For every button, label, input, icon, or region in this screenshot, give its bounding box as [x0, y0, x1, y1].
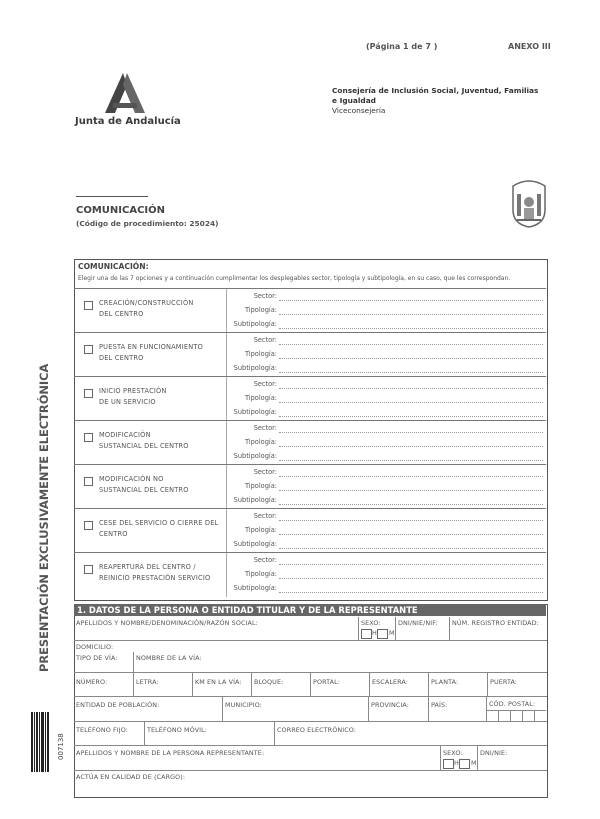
numero-label: NÚMERO:: [76, 678, 108, 686]
col-divider: [428, 696, 429, 721]
option-field-label: Tipología:: [244, 394, 277, 402]
option-row: [74, 420, 546, 465]
col-divider: [477, 745, 478, 770]
col-divider: [487, 672, 488, 696]
domicilio-label: DOMICILIO:: [76, 643, 114, 651]
pais-label: PAÍS:: [431, 701, 448, 709]
option-field-label: Sector:: [253, 424, 277, 432]
cod-postal-label: CÓD. POSTAL:: [489, 700, 536, 708]
nombre-via-label: NOMBRE DE LA VÍA:: [136, 654, 202, 662]
telefono-movil-label: TELÉFONO MÓVIL:: [147, 726, 207, 734]
option-field-label: Sector:: [253, 380, 277, 388]
col-divider: [310, 672, 311, 696]
option-field-dropdown[interactable]: [279, 344, 543, 345]
option-row: [74, 464, 546, 509]
col-divider: [144, 721, 145, 745]
option-field-dropdown[interactable]: [279, 416, 543, 417]
option-checkbox[interactable]: [84, 565, 93, 574]
option-checkbox[interactable]: [84, 477, 93, 486]
bloque-label: BLOQUE:: [254, 678, 284, 686]
cod-postal-boxes[interactable]: [487, 710, 546, 722]
col-divider: [428, 672, 429, 696]
option-field-dropdown[interactable]: [279, 328, 543, 329]
option-field-dropdown[interactable]: [279, 300, 543, 301]
option-field-dropdown[interactable]: [279, 372, 543, 373]
col-divider: [274, 721, 275, 745]
option-field-dropdown[interactable]: [279, 358, 543, 359]
option-field-dropdown[interactable]: [279, 460, 543, 461]
option-field-label: Sector:: [253, 468, 277, 476]
puerta-label: PUERTA:: [490, 678, 518, 686]
num-registro-label: NÚM. REGISTRO ENTIDAD:: [452, 619, 539, 627]
m-label: M: [389, 629, 395, 637]
option-field-label: Sector:: [253, 512, 277, 520]
km-label: KM EN LA VÍA:: [195, 678, 242, 686]
option-field-dropdown[interactable]: [279, 314, 543, 315]
tipo-via-label: TIPO DE VÍA:: [76, 654, 118, 662]
option-field-label: Subtipología:: [233, 364, 277, 372]
portal-label: PORTAL:: [313, 678, 341, 686]
apellidos-rep-label: APELLIDOS Y NOMBRE DE LA PERSONA REPRESENTANTE:: [76, 749, 265, 757]
option-field-label: Tipología:: [244, 438, 277, 446]
option-field-dropdown[interactable]: [279, 476, 543, 477]
option-checkbox[interactable]: [84, 301, 93, 310]
option-checkbox[interactable]: [84, 433, 93, 442]
option-field-label: Subtipología:: [233, 408, 277, 416]
option-field-dropdown[interactable]: [279, 490, 543, 491]
option-label: REAPERTURA DEL CENTRO / REINICIO PRESTACIÓN SERVICIO: [99, 563, 211, 582]
barcode-icon: [31, 712, 49, 772]
entidad-poblacion-label: ENTIDAD DE POBLACIÓN:: [76, 701, 160, 709]
option-field-label: Subtipología:: [233, 452, 277, 460]
apellidos-label: APELLIDOS Y NOMBRE/DENOMINACIÓN/RAZÓN SOCIAL:: [76, 619, 258, 627]
option-field-label: Sector:: [253, 556, 277, 564]
option-field-dropdown[interactable]: [279, 504, 543, 505]
col-divider: [395, 617, 396, 640]
telefono-fijo-label: TELÉFONO FIJO:: [76, 726, 129, 734]
col-divider: [251, 672, 252, 696]
comunicacion-title: COMUNICACIÓN:: [78, 262, 149, 271]
option-field-label: Tipología:: [244, 306, 277, 314]
document-title: COMUNICACIÓN: [76, 205, 166, 216]
option-checkbox[interactable]: [84, 521, 93, 530]
h-rep-label: H: [454, 759, 459, 767]
option-field-dropdown[interactable]: [279, 548, 543, 549]
sexo-label: SEXO:: [361, 619, 381, 627]
option-field-label: Subtipología:: [233, 584, 277, 592]
col-divider: [133, 672, 134, 696]
option-field-label: Subtipología:: [233, 540, 277, 548]
andalucia-crest-icon: [511, 180, 547, 228]
h-label: H: [372, 629, 377, 637]
col-divider: [368, 696, 369, 721]
option-checkbox[interactable]: [84, 345, 93, 354]
municipio-label: MUNICIPIO:: [225, 701, 263, 709]
option-row: [74, 288, 546, 333]
option-field-dropdown[interactable]: [279, 592, 543, 593]
option-field-dropdown[interactable]: [279, 388, 543, 389]
option-field-label: Tipología:: [244, 350, 277, 358]
correo-label: CORREO ELECTRÓNICO:: [277, 726, 357, 734]
option-field-label: Sector:: [253, 336, 277, 344]
escalera-label: ESCALERA:: [372, 678, 409, 686]
option-label: CREACIÓN/CONSTRUCCIÓN DEL CENTRO: [99, 299, 194, 318]
m-rep-label: M: [471, 759, 477, 767]
sexo-rep-m-checkbox[interactable]: [459, 759, 470, 769]
option-field-label: Sector:: [253, 292, 277, 300]
option-field-label: Tipología:: [244, 570, 277, 578]
option-label: PUESTA EN FUNCIONAMIENTO DEL CENTRO: [99, 343, 203, 362]
row-divider: [74, 770, 547, 771]
logo-text: Junta de Andalucía: [75, 116, 181, 127]
sexo-m-checkbox[interactable]: [377, 629, 388, 639]
col-divider: [222, 696, 223, 721]
col-divider: [192, 672, 193, 696]
row-divider: [74, 640, 547, 641]
option-field-dropdown[interactable]: [279, 534, 543, 535]
actua-label: ACTÚA EN CALIDAD DE (CARGO):: [76, 773, 186, 781]
col-divider: [133, 652, 134, 672]
procedure-code: (Código de procedimiento: 25024): [76, 219, 219, 228]
option-field-dropdown[interactable]: [279, 402, 543, 403]
annex-label: ANEXO III: [508, 42, 551, 51]
option-field-label: Tipología:: [244, 482, 277, 490]
page-number: (Página 1 de 7 ): [366, 42, 438, 51]
comunicacion-instructions: Elegir una de las 7 opciones y a continuación cumplimentar los desplegables sector, tipología y subtipología, en su caso, que les correspondan.: [78, 275, 511, 282]
option-field-label: Subtipología:: [233, 320, 277, 328]
sexo-h-checkbox[interactable]: [361, 629, 372, 639]
sexo-rep-label: SEXO:: [443, 749, 463, 757]
row-divider: [74, 696, 547, 697]
option-field-dropdown[interactable]: [279, 578, 543, 579]
consejeria-name: Consejería de Inclusión Social, Juventud, Familias e Igualdad: [332, 86, 539, 105]
option-row: [74, 376, 546, 421]
option-field-dropdown[interactable]: [279, 520, 543, 521]
option-row: [74, 552, 546, 597]
sexo-rep-h-checkbox[interactable]: [443, 759, 454, 769]
col-divider: [449, 617, 450, 640]
planta-label: PLANTA:: [431, 678, 459, 686]
title-rule: [76, 196, 148, 197]
option-label: INICIO PRESTACIÓN DE UN SERVICIO: [99, 387, 167, 406]
option-checkbox[interactable]: [84, 389, 93, 398]
section1-title: 1. DATOS DE LA PERSONA O ENTIDAD TITULAR Y DE LA REPRESENTANTE: [74, 604, 546, 616]
option-row: [74, 508, 546, 553]
col-divider: [440, 745, 441, 770]
option-row: [74, 332, 546, 377]
option-field-label: Subtipología:: [233, 496, 277, 504]
option-field-dropdown[interactable]: [279, 432, 543, 433]
option-label: CESE DEL SERVICIO O CIERRE DEL CENTRO: [99, 519, 219, 538]
dni-label: DNI/NIE/NIF:: [398, 619, 438, 627]
dni-rep-label: DNI/NIE:: [480, 749, 508, 757]
letra-label: LETRA:: [136, 678, 159, 686]
col-divider: [369, 672, 370, 696]
provincia-label: PROVINCIA:: [371, 701, 410, 709]
option-field-dropdown[interactable]: [279, 564, 543, 565]
option-label: MODIFICACIÓN NO SUSTANCIAL DEL CENTRO: [99, 475, 189, 494]
option-field-label: Tipología:: [244, 526, 277, 534]
viceconsejeria-name: Viceconsejería: [332, 106, 386, 115]
col-divider: [358, 617, 359, 640]
option-field-dropdown[interactable]: [279, 446, 543, 447]
option-label: MODIFICACIÓN SUSTANCIAL DEL CENTRO: [99, 431, 189, 450]
